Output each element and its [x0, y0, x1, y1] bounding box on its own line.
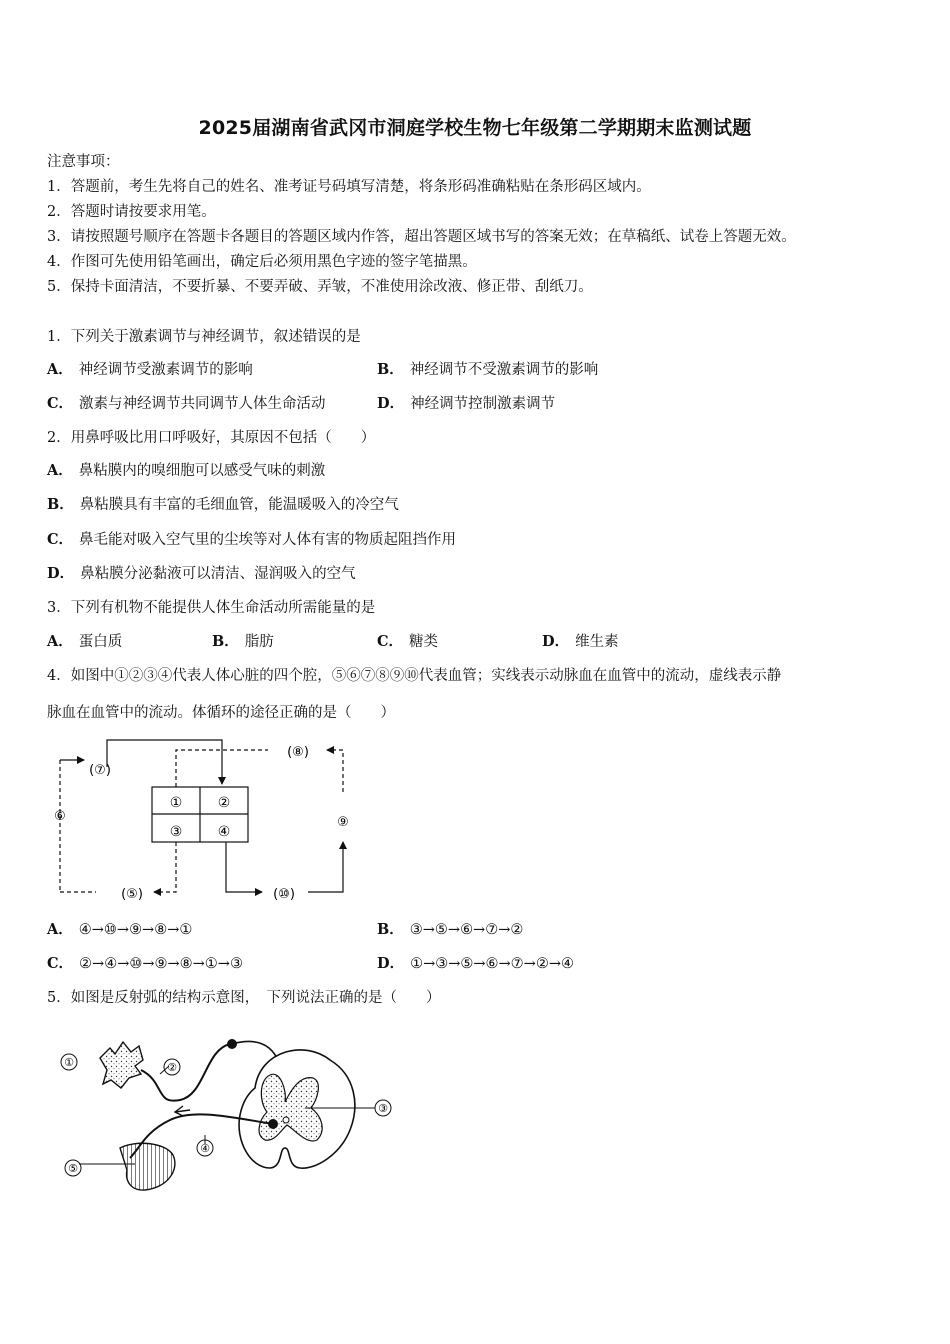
- question-4-option-d[interactable]: [377, 954, 574, 974]
- notice-heading: 注意事项：: [47, 154, 120, 170]
- option-letter: C．: [47, 531, 74, 548]
- notice-item-2: 2．答题时请按要求用笔。: [47, 204, 216, 220]
- option-text: 神经调节受激素调节的影响: [78, 362, 253, 378]
- option-text: ④→⑩→⑨→⑧→①: [78, 922, 193, 938]
- option-text: ①→③→⑤→⑥→⑦→②→④: [410, 956, 574, 972]
- question-1-option-a[interactable]: [47, 360, 253, 380]
- chamber-2-label: ②: [217, 795, 231, 811]
- question-1-stem: 1．下列关于激素调节与神经调节，叙述错误的是: [47, 329, 361, 345]
- notice-item-1: 1．答题前，考生先将自己的姓名、准考证号码填写清楚，将条形码准确粘贴在条形码区域内。: [47, 179, 651, 195]
- reflex-label-4: ④: [200, 1142, 210, 1155]
- chamber-1-label: ①: [169, 795, 183, 811]
- option-text: 蛋白质: [78, 634, 123, 650]
- option-letter: B．: [377, 921, 404, 938]
- question-4-stem: 4．如图中①②③④代表人体心脏的四个腔，⑤⑥⑦⑧⑨⑩代表血管；实线表示动脉血在血管中的流动，虚线表示静: [47, 668, 782, 684]
- option-letter: A．: [47, 462, 73, 479]
- question-3-option-a[interactable]: [47, 632, 122, 652]
- notice-item-4: 4．作图可先使用铅笔画出，确定后必须用黑色字迹的签字笔描黑。: [47, 254, 477, 270]
- chamber-4-label: ④: [217, 824, 231, 840]
- option-text: 神经调节控制激素调节: [410, 396, 556, 412]
- option-text: 激素与神经调节共同调节人体生命活动: [79, 396, 326, 412]
- option-letter: B．: [47, 496, 74, 513]
- option-letter: D．: [542, 633, 570, 650]
- question-2-option-c[interactable]: [47, 530, 456, 550]
- question-2-option-d[interactable]: [47, 564, 356, 584]
- question-1-option-c[interactable]: [47, 394, 326, 414]
- option-text: 鼻毛能对吸入空气里的尘埃等对人体有害的物质起阻挡作用: [79, 532, 457, 548]
- option-text: 鼻粘膜内的嗅细胞可以感受气味的刺激: [78, 463, 326, 479]
- question-4-option-a[interactable]: [47, 920, 192, 940]
- vessel-10-label: (⑩): [273, 887, 295, 902]
- question-3-option-c[interactable]: [377, 632, 438, 652]
- question-5-stem: 5．如图是反射弧的结构示意图， 下列说法正确的是（ ）: [47, 990, 441, 1006]
- option-text: ②→④→⑩→⑨→⑧→①→③: [79, 956, 243, 972]
- question-2-option-b[interactable]: [47, 495, 399, 515]
- option-letter: A．: [47, 921, 73, 938]
- option-letter: C．: [47, 955, 74, 972]
- option-letter: D．: [377, 955, 405, 972]
- option-text: 维生素: [575, 634, 619, 650]
- question-4-stem-continued: 脉血在血管中的流动。体循环的途径正确的是（ ）: [47, 705, 395, 721]
- option-text: 鼻粘膜分泌黏液可以清洁、湿润吸入的空气: [80, 566, 356, 582]
- question-2-stem: 2．用鼻呼吸比用口呼吸好，其原因不包括（ ）: [47, 430, 376, 446]
- question-2-option-a[interactable]: [47, 461, 325, 481]
- option-letter: D．: [47, 565, 75, 582]
- question-1-option-d[interactable]: [377, 394, 555, 414]
- option-letter: B．: [212, 633, 239, 650]
- reflex-label-5: ⑤: [68, 1162, 78, 1175]
- heart-circulation-diagram: [40, 732, 370, 914]
- vessel-8-label: (⑧): [287, 745, 309, 760]
- vessel-5-label: (⑤): [121, 887, 143, 902]
- notice-item-3: 3．请按照题号顺序在答题卡各题目的答题区域内作答，超出答题区域书写的答案无效；在草稿纸、试卷上答题无效。: [47, 229, 796, 245]
- page-title: 2025届湖南省武冈市洞庭学校生物七年级第二学期期末监测试题: [198, 117, 752, 139]
- option-letter: B．: [377, 361, 404, 378]
- reflex-label-1: ①: [64, 1056, 74, 1069]
- question-3-option-b[interactable]: [212, 632, 274, 652]
- option-text: 糖类: [409, 634, 439, 650]
- vessel-7-label: (⑦): [89, 763, 111, 778]
- reflex-arc-diagram: [55, 1030, 405, 1200]
- reflex-label-3: ③: [378, 1102, 388, 1115]
- vessel-6-label: ⑥: [54, 809, 66, 824]
- option-letter: A．: [47, 633, 73, 650]
- option-text: 鼻粘膜具有丰富的毛细血管，能温暖吸入的冷空气: [79, 497, 399, 513]
- option-letter: C．: [377, 633, 404, 650]
- option-letter: C．: [47, 395, 74, 412]
- question-3-stem: 3．下列有机物不能提供人体生命活动所需能量的是: [47, 600, 376, 616]
- option-text: ③→⑤→⑥→⑦→②: [409, 922, 524, 938]
- option-text: 神经调节不受激素调节的影响: [409, 362, 599, 378]
- question-4-option-b[interactable]: [377, 920, 523, 940]
- option-letter: D．: [377, 395, 405, 412]
- option-text: 脂肪: [244, 634, 274, 650]
- option-letter: A．: [47, 361, 73, 378]
- reflex-label-2: ②: [167, 1061, 177, 1074]
- question-1-option-b[interactable]: [377, 360, 598, 380]
- question-4-option-c[interactable]: [47, 954, 243, 974]
- vessel-9-label: ⑨: [337, 815, 349, 830]
- chamber-3-label: ③: [169, 824, 183, 840]
- question-3-option-d[interactable]: [542, 632, 619, 652]
- notice-item-5: 5．保持卡面清洁，不要折暴、不要弄破、弄皱，不准使用涂改液、修正带、刮纸刀。: [47, 279, 593, 295]
